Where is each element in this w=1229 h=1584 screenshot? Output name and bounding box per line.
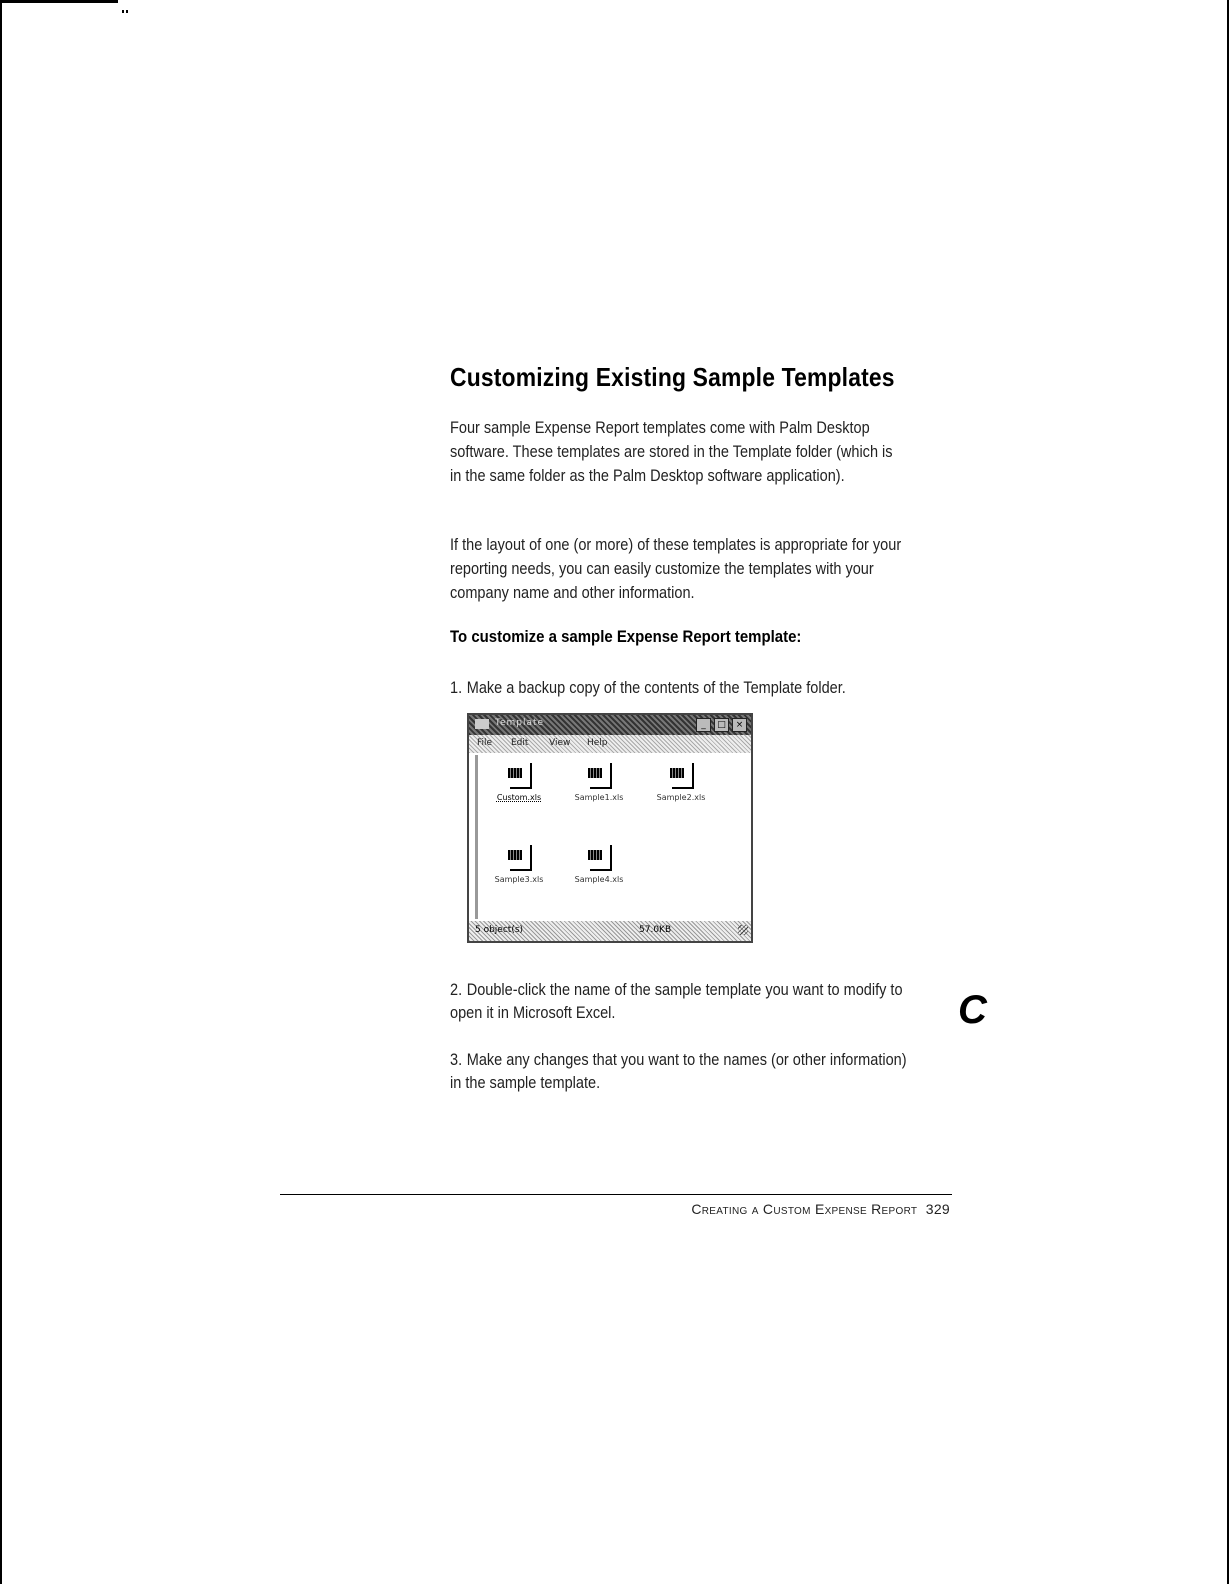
status-size: 57.0KB xyxy=(639,925,672,935)
menu-edit[interactable]: Edit xyxy=(511,738,529,748)
footer-section-title: Creating a Custom Expense Report xyxy=(691,1201,918,1217)
excel-file-icon xyxy=(668,761,694,789)
page-number: 329 xyxy=(925,1201,950,1217)
step-number: 1. xyxy=(450,679,463,697)
step-text: Make any changes that you want to the names (or other information) in the sample template. xyxy=(450,1051,907,1092)
step-2 xyxy=(450,979,908,1025)
excel-file-icon xyxy=(506,843,532,871)
file-item[interactable] xyxy=(560,843,638,884)
window-title: Template xyxy=(495,718,545,728)
step-3 xyxy=(450,1049,908,1095)
window-menu-bar xyxy=(469,735,751,753)
template-folder-window xyxy=(467,713,753,943)
file-label: Sample1.xls xyxy=(574,793,624,802)
step-text: Make a backup copy of the contents of the Template folder. xyxy=(466,679,846,697)
excel-file-icon xyxy=(586,761,612,789)
window-status-bar xyxy=(469,921,751,941)
minimize-button[interactable]: _ xyxy=(696,718,711,732)
file-item[interactable] xyxy=(560,761,638,802)
section-heading: Customizing Existing Sample Templates xyxy=(450,362,895,392)
step-number: 3. xyxy=(450,1051,463,1069)
excel-file-icon xyxy=(586,843,612,871)
folder-icon xyxy=(475,719,489,729)
step-number: 2. xyxy=(450,981,463,999)
intro-paragraph: Four sample Expense Report templates come with Palm Desktop software. These templates are stored in the Template folder (which is in the same folder as the Palm Desktop software application). xyxy=(450,419,893,485)
corner-mark-dots xyxy=(122,0,132,3)
maximize-button[interactable]: □ xyxy=(714,718,729,732)
appendix-tab-letter: C xyxy=(958,988,987,1032)
menu-help[interactable]: Help xyxy=(587,738,608,748)
file-list xyxy=(475,755,747,919)
file-item[interactable] xyxy=(480,843,558,884)
file-label: Custom.xls xyxy=(496,793,542,802)
file-item[interactable] xyxy=(480,761,558,802)
menu-view[interactable]: View xyxy=(549,738,571,748)
excel-file-icon xyxy=(506,761,532,789)
close-button[interactable]: × xyxy=(732,718,747,732)
menu-file[interactable]: File xyxy=(477,738,493,748)
resize-grip-icon[interactable] xyxy=(738,925,748,935)
status-object-count: 5 object(s) xyxy=(475,925,524,935)
window-title-bar[interactable] xyxy=(469,715,751,735)
file-label: Sample3.xls xyxy=(494,875,544,884)
procedure-heading: To customize a sample Expense Report template: xyxy=(450,627,802,646)
step-1 xyxy=(450,677,908,700)
page-footer xyxy=(650,1201,950,1217)
file-item[interactable] xyxy=(642,761,720,802)
footer-rule xyxy=(280,1194,952,1195)
layout-paragraph: If the layout of one (or more) of these templates is appropriate for your reporting needs, you can easily customize the templates with your company name and other information. xyxy=(450,536,902,602)
corner-mark xyxy=(0,0,118,3)
file-label: Sample4.xls xyxy=(574,875,624,884)
file-label: Sample2.xls xyxy=(656,793,706,802)
step-text: Double-click the name of the sample template you want to modify to open it in Microsoft Excel. xyxy=(450,981,903,1022)
